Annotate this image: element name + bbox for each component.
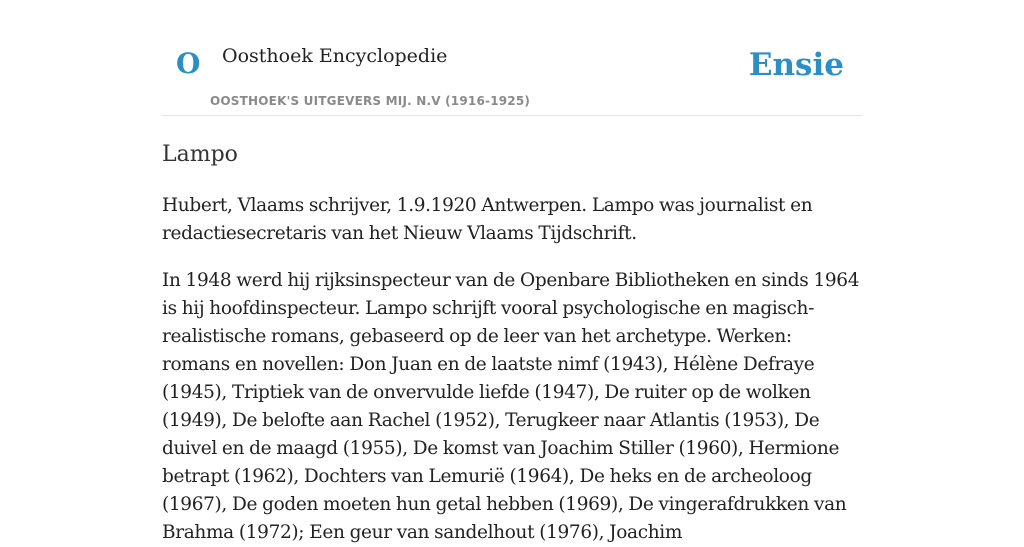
article xyxy=(162,140,862,547)
site-name[interactable]: Oosthoek Encyclopedie xyxy=(222,45,448,67)
article-title: Lampo xyxy=(162,142,238,167)
article-paragraph: Hubert, Vlaams schrijver, 1.9.1920 Antwerpen. Lampo was journalist en redactiesecretaris van het Nieuw Vlaams Tijdschrift. xyxy=(162,195,813,244)
oosthoek-logo-icon[interactable]: O xyxy=(176,47,201,80)
article-paragraph: In 1948 werd hij rijksinspecteur van de Openbare Bibliotheken en sinds 1964 is hij hoofdinspecteur. Lampo schrijft vooral psychologische en magisch-realistische romans, gebaseerd op de leer van het archetype. Werken: romans en novellen: Don Juan en de laatste nimf (1943), Hélène Defraye (1945), Triptiek van de onvervulde liefde (1947), De ruiter op de wolken (1949), De belofte aan Rachel (1952), Terugkeer naar Atlantis (1953), De duivel en de maagd (1955), De komst van Joachim Stiller (1960), Hermione betrapt (1962), Dochters van Lemurië (1964), De heks en de archeoloog (1967), De goden moeten hun getal hebben (1969), De vingerafdrukken van Brahma (1972); Een geur van sandelhout (1976), Joachim xyxy=(162,270,860,543)
publisher-subtitle: OOSTHOEK'S UITGEVERS MIJ. N.V (1916-1925) xyxy=(210,94,531,108)
page xyxy=(162,0,862,547)
ensie-brand-link[interactable]: Ensie xyxy=(748,47,844,83)
site-header xyxy=(162,0,862,116)
